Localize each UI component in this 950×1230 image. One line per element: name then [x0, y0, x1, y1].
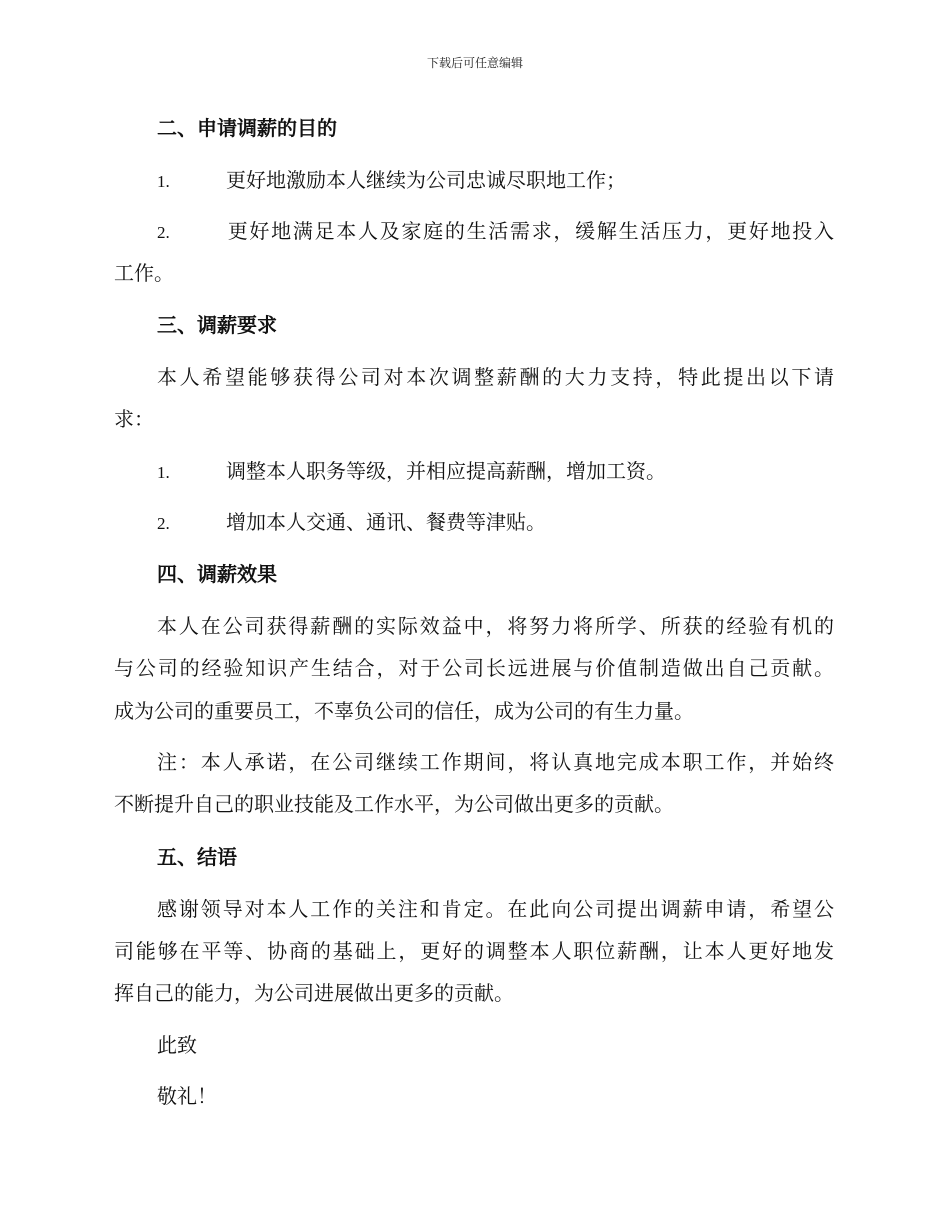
paragraph-continuation: 与公司的经验知识产生结合，对于公司长远进展与价值制造做出自己贡献。 [114, 656, 834, 680]
paragraph-continuation: 求： [114, 407, 154, 431]
list-item [157, 217, 834, 247]
section-heading-purpose: 二、申请调薪的目的 [157, 116, 337, 140]
paragraph-continuation: 挥自己的能力，为公司进展做出更多的贡献。 [114, 981, 514, 1005]
list-text-continuation: 工作。 [114, 261, 174, 285]
note-paragraph: 注：本人承诺，在公司继续工作期间，将认真地完成本职工作，并始终 [157, 750, 834, 774]
list-text: 调整本人职务等级，并相应提高薪酬，增加工资。 [226, 459, 666, 483]
list-number: 2. [157, 514, 170, 533]
section-heading-requirements: 三、调薪要求 [157, 313, 277, 337]
section-heading-conclusion: 五、结语 [157, 845, 237, 869]
paragraph-continuation: 成为公司的重要员工，不辜负公司的信任，成为公司的有生力量。 [114, 699, 694, 723]
list-item [157, 508, 877, 538]
section-heading-effects: 四、调薪效果 [157, 562, 277, 586]
list-number: 2. [157, 223, 170, 242]
list-text: 更好地满足本人及家庭的生活需求，缓解生活压力，更好地投入 [226, 219, 834, 243]
list-item [157, 457, 877, 487]
list-number: 1. [157, 172, 170, 191]
paragraph: 本人希望能够获得公司对本次调整薪酬的大力支持，特此提出以下请 [157, 365, 834, 389]
list-text: 更好地激励本人继续为公司忠诚尽职地工作； [226, 168, 626, 192]
closing-salutation: 此致 [157, 1033, 197, 1057]
list-text: 增加本人交通、通讯、餐费等津贴。 [226, 510, 546, 534]
list-number: 1. [157, 463, 170, 482]
list-item [157, 166, 877, 196]
paragraph: 本人在公司获得薪酬的实际效益中，将努力将所学、所获的经验有机的 [157, 614, 834, 638]
note-paragraph-continuation: 不断提升自己的职业技能及工作水平，为公司做出更多的贡献。 [114, 792, 674, 816]
paragraph: 感谢领导对本人工作的关注和肯定。在此向公司提出调薪申请，希望公 [157, 897, 834, 921]
page-header: 下载后可任意编辑 [426, 56, 523, 70]
closing-regards: 敬礼！ [157, 1084, 217, 1108]
paragraph-continuation: 司能够在平等、协商的基础上，更好的调整本人职位薪酬，让本人更好地发 [114, 939, 834, 963]
